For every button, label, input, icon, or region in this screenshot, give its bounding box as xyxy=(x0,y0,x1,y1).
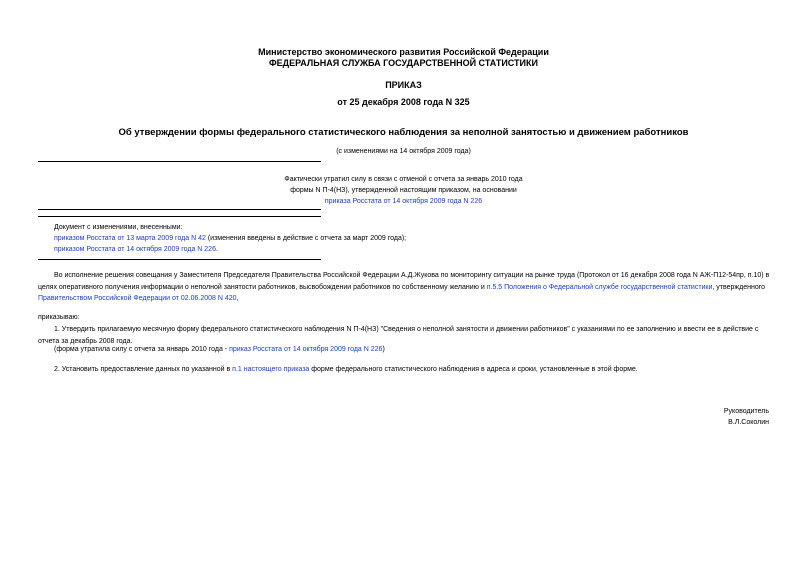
divider xyxy=(38,216,321,217)
item-text: 2. Установить предоставление данных по указанной в xyxy=(54,366,233,373)
preamble-paragraph xyxy=(38,270,772,305)
order-item-1-note xyxy=(54,346,385,353)
preamble-text: , утвержденного xyxy=(712,283,766,291)
expired-notice-line2: формы N П-4(НЗ), утвержденной настоящим приказом, на основании xyxy=(290,187,517,194)
government-decree-link[interactable]: Правительством Российской Федерации от 02.06.2008 N 420 xyxy=(38,295,237,302)
amendment-link-2[interactable]: приказом Росстата от 14 октября 2009 года N 226 xyxy=(54,246,216,253)
order-item-2 xyxy=(54,366,638,373)
item-1-reference-link[interactable]: п.1 настоящего приказа xyxy=(232,366,310,373)
expired-notice xyxy=(0,174,807,207)
item-text: форме федерального статистического наблюдения в адреса и сроки, установленные в этой форме. xyxy=(309,366,638,373)
expired-notice-line1: Фактически утратил силу в связи с отменой с отчета за январь 2010 года xyxy=(284,176,523,183)
regulation-link[interactable]: п.5.5 Положения о Федеральной службе государственной статистики xyxy=(486,283,713,291)
document-type: ПРИКАЗ xyxy=(385,80,422,90)
order-item-1: 1. Утвердить прилагаемую месячную форму федерального статистического наблюдения N П-4(НЗ) "Сведения о неполной занятости и движении работников" с указаниями по ее заполнению и ввести ее в действие с отчета за декабрь 2008 года. xyxy=(38,326,759,345)
document-date-number: от 25 декабря 2008 года N 325 xyxy=(337,97,470,107)
preamble-text: Во исполнение решения совещания у Заместителя Председателя Правительства Российской Федерации А.Д.Жукова по мониторингу ситуации на рынке труда (Протокол от 16 декабря 2008 года N АЖ-П12-54пр, п.10) в целях оперативного получения информации о неполной занятости работников, высвобождении работников по собственному желанию и xyxy=(38,272,770,291)
amendment-item-rest: . xyxy=(215,246,218,253)
note-text: (форма утратила силу с отчета за январь 2010 года - xyxy=(54,346,230,353)
revision-note: (с изменениями на 14 октября 2009 года) xyxy=(336,148,471,155)
order-word: приказываю: xyxy=(38,314,80,321)
service-name: ФЕДЕРАЛЬНАЯ СЛУЖБА ГОСУДАРСТВЕННОЙ СТАТИСТИКИ xyxy=(269,58,538,68)
ministry-name: Министерство экономического развития Российской Федерации xyxy=(258,47,549,57)
note-link[interactable]: приказ Росстата от 14 октября 2009 года N 226 xyxy=(229,346,383,353)
amendment-item xyxy=(54,233,406,244)
signature-name: В.Л.Соколин xyxy=(728,419,769,426)
amendment-item xyxy=(54,244,406,255)
signature-position: Руководитель xyxy=(723,408,769,415)
divider xyxy=(38,161,321,162)
divider xyxy=(38,209,321,210)
note-text: ) xyxy=(382,346,385,353)
amendment-item-rest: (изменения введены в действие с отчета за март 2009 года); xyxy=(205,235,407,242)
document-title: Об утверждении формы федерального статистического наблюдения за неполной занятостью и движением работников xyxy=(118,127,689,138)
amendments-block xyxy=(54,222,406,255)
divider xyxy=(38,259,321,260)
amendments-intro: Документ с изменениями, внесенными: xyxy=(54,224,183,231)
preamble-text: , xyxy=(236,295,239,302)
expired-notice-link[interactable]: приказа Росстата от 14 октября 2009 года N 226 xyxy=(324,198,483,205)
amendment-link-1[interactable]: приказом Росстата от 13 марта 2009 года N 42 xyxy=(54,235,206,242)
